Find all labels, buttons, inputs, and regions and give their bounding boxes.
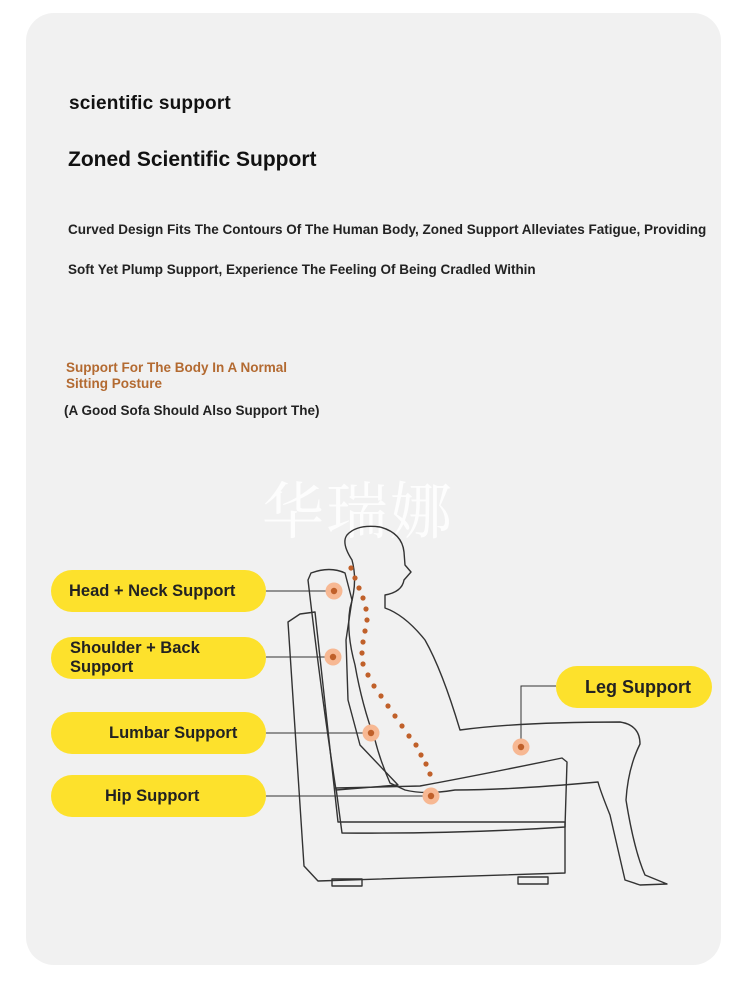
lumbar-support-label (51, 712, 266, 754)
shoulder-back-support-label (51, 637, 266, 679)
lumbar-support-text: Lumbar Support (109, 723, 238, 742)
description-line-1: Curved Design Fits The Contours Of The Human Body, Zoned Support Alleviates Fatigue, Providing (68, 222, 707, 237)
leg-leader-line (521, 686, 556, 747)
sofa-leg-back (518, 877, 548, 884)
shoulder-back-support-text: Shoulder + Back Support (70, 639, 200, 676)
leg-support-label (556, 666, 712, 708)
head-neck-support-text: Head + Neck Support (69, 581, 236, 600)
posture-subheading: Support For The Body In A Normal Sitting Posture (66, 360, 287, 391)
head-neck-support-label (51, 570, 266, 612)
posture-note: (A Good Sofa Should Also Support The) (64, 403, 320, 418)
brand-watermark: 华瑞娜 (262, 475, 455, 548)
hip-support-text: Hip Support (105, 786, 200, 805)
leg-support-text: Leg Support (585, 676, 691, 697)
section-eyebrow: scientific support (69, 93, 231, 114)
hip-support-label (51, 775, 266, 817)
section-title: Zoned Scientific Support (68, 148, 317, 171)
description-line-2: Soft Yet Plump Support, Experience The Feeling Of Being Cradled Within (68, 262, 536, 277)
spine-dots (348, 565, 432, 776)
